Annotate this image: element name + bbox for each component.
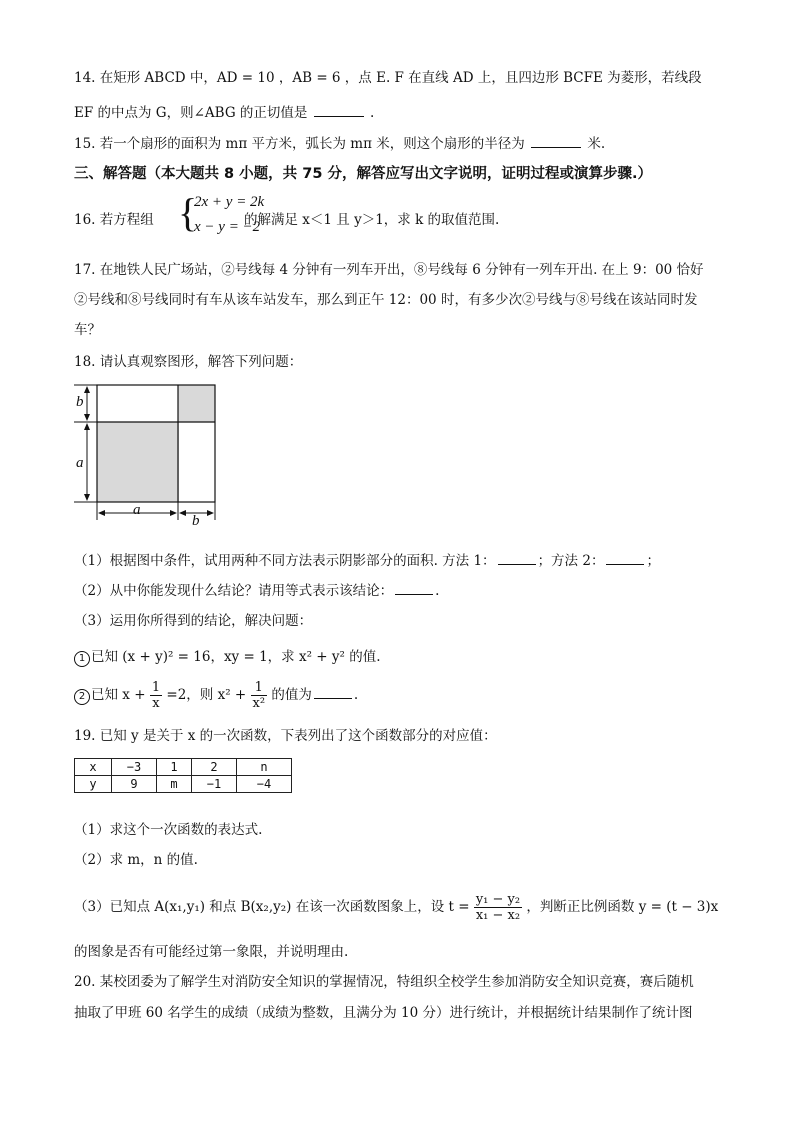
frac-den: x₁ − x₂ [475, 908, 521, 923]
label-a-left: a [76, 455, 84, 471]
q14-line2-text: EF 的中点为 G，则∠ABG 的正切值是 [74, 105, 308, 121]
table-cell: 9 [112, 776, 157, 793]
table-cell: n [237, 759, 292, 776]
q19-intro: 19. 已知 y 是关于 x 的一次函数，下表列出了这个函数部分的对应值： [74, 728, 497, 744]
table-cell: −1 [192, 776, 237, 793]
table-cell: m [157, 776, 192, 793]
q18-part1-mid: ；方法 2： [537, 553, 605, 569]
q16-prefix: 16. 若方程组 [74, 212, 154, 228]
label-b-left: b [76, 394, 84, 410]
q18-case2-tail: 的值为 [271, 687, 312, 703]
q18-part2 [74, 579, 439, 599]
q20-line1: 20. 某校团委为了解学生对消防安全知识的掌握情况，特组织全校学生参加消防安全知识竞赛，赛后随机 [74, 974, 694, 990]
q18-case2 [74, 680, 358, 711]
table-cell: y [75, 776, 112, 793]
frac-den: x [152, 696, 160, 711]
q18-part1-end: ； [646, 553, 660, 569]
q18-part2-text: （2）从中你能发现什么结论？请用等式表示该结论： [74, 583, 394, 599]
q18-case2-end: . [353, 687, 359, 703]
table-cell: x [75, 759, 112, 776]
q14-line1: 14. 在矩形 ABCD 中，AD = 10 ，AB = 6 ，点 E. F 在直线 AD 上，且四边形 BCFE 为菱形，若线段 [74, 70, 702, 86]
answer-blank [606, 552, 644, 565]
q14-end: . [370, 105, 375, 121]
q17-line3: 车？ [74, 322, 101, 338]
label-b-bottom: b [192, 513, 200, 529]
q16-eq1: 2x + y = 2k [194, 194, 265, 210]
q15-line [74, 132, 605, 152]
table-cell: −3 [112, 759, 157, 776]
q18-part1-text: （1）根据图中条件，试用两种不同方法表示阴影部分的面积. 方法 1： [74, 553, 496, 569]
section-heading: 三、解答题（本大题共 8 小题，共 75 分，解答应写出文字说明，证明过程或演算步骤.） [74, 166, 652, 182]
q18-case1-text: 已知 (x + y)² = 16，xy = 1，求 x² + y² 的值. [91, 649, 381, 665]
q15-end: 米. [587, 136, 606, 152]
q19-part3-text: （3）已知点 A(x₁,y₁) 和点 B(x₂,y₂) 在该一次函数图象上，设 t = [74, 899, 470, 915]
value-table [74, 758, 292, 793]
table-row [75, 776, 292, 793]
q15-text: 15. 若一个扇形的面积为 mπ 平方米，弧长为 mπ 米，则这个扇形的半径为 [74, 136, 525, 152]
fraction-t [474, 892, 522, 923]
table-cell: 1 [157, 759, 192, 776]
frac-num: 1 [251, 680, 268, 696]
table-cell: 2 [192, 759, 237, 776]
q18-part2-end: . [435, 583, 440, 599]
fraction-1-over-x [150, 680, 162, 711]
frac-num: y₁ − y₂ [475, 892, 521, 907]
fraction-1-over-x2 [251, 680, 268, 711]
q19-part3-tail: ，判断正比例函数 y = (t − 3)x [526, 899, 719, 915]
shaded-small-square [178, 385, 215, 422]
q17-line1: 17. 在地铁人民广场站，②号线每 4 分钟有一列车开出，⑧号线每 6 分钟有一列车开出. 在上 9：00 恰好 [74, 262, 704, 278]
q18-part1 [74, 549, 660, 569]
q14-line2 [74, 101, 374, 121]
q18-case2-text: 已知 x + [91, 687, 146, 703]
table-row [75, 759, 292, 776]
answer-blank [531, 135, 581, 148]
answer-blank [314, 686, 352, 699]
frac-num: 1 [151, 680, 161, 695]
answer-blank [314, 104, 364, 117]
table-cell: −4 [237, 776, 292, 793]
q18-intro: 18. 请认真观察图形，解答下列问题： [74, 354, 303, 370]
q17-line2: ②号线和⑧号线同时有车从该车站发车，那么到正午 12：00 时，有多少次②号线与⑧号线在该站同时发 [74, 292, 698, 308]
q19-part1: （1）求这个一次函数的表达式. [74, 822, 263, 838]
circled-number-2: 2 [74, 689, 90, 705]
system-brace: { [178, 190, 198, 235]
q18-part3: （3）运用你所得到的结论，解决问题： [74, 613, 313, 629]
q16-eq2: x − y = −2 [194, 219, 261, 235]
label-a-bottom: a [133, 502, 141, 518]
q19-part3 [74, 892, 718, 923]
answer-blank [395, 582, 433, 595]
q19-part3-cont: 的图象是否有可能经过第一象限，并说明理由. [74, 944, 349, 960]
shaded-large-square [97, 422, 179, 502]
q18-case1 [74, 645, 381, 667]
outer-square [97, 385, 215, 502]
q18-case2-mid: =2，则 x² + [166, 687, 247, 703]
q20-line2: 抽取了甲班 60 名学生的成绩（成绩为整数，且满分为 10 分）进行统计，并根据统计结果制作了统计图 [74, 1005, 693, 1021]
circled-number-1: 1 [74, 651, 90, 667]
answer-blank [498, 552, 536, 565]
frac-den: x² [252, 696, 266, 711]
q16-suffix: 的解满足 x＜1 且 y＞1，求 k 的取值范围. [244, 212, 500, 228]
q19-part2: （2）求 m，n 的值. [74, 852, 198, 868]
